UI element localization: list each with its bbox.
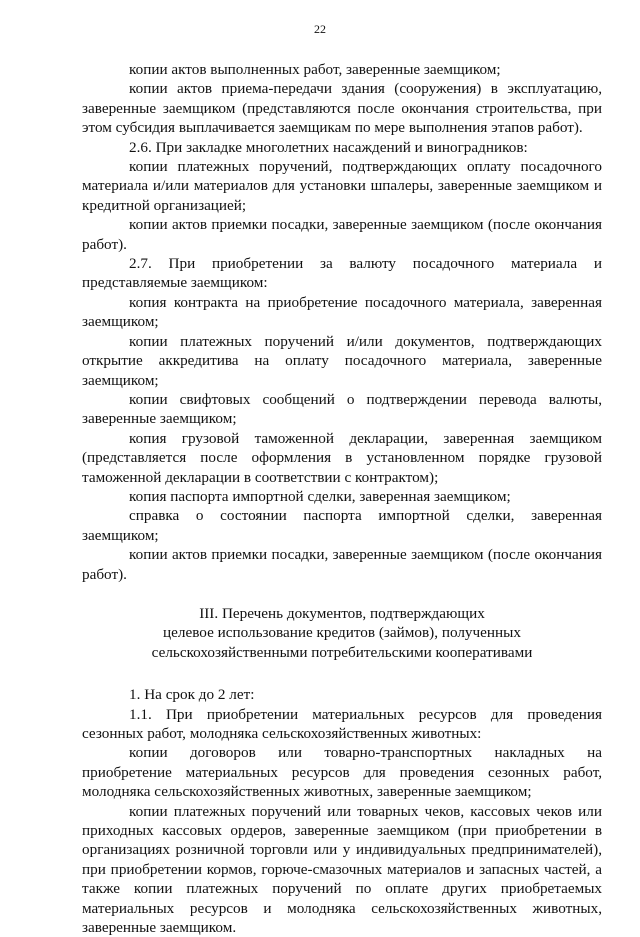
paragraph: копия грузовой таможенной декларации, заверенная заемщиком (представляется после оформления в установленном порядке грузовой таможенной декларации в соответствии с контрактом); (82, 429, 602, 486)
page-number: 22 (314, 22, 326, 36)
paragraph: копии платежных поручений, подтверждающих оплату посадочного материала и/или материалов для установки шпалеры, заверенные заемщиком и кредитной организацией; (82, 158, 602, 214)
paragraph: копии платежных поручений или товарных чеков, кассовых чеков или приходных кассовых ордеров, заверенные заемщиком (при приобретении в организациях розничной торговли или у индивидуальных предпринимателей), при приобретении кормов, горюче-смазочных материалов и запасных частей, а также копии платежных поручений по оплате других приобретаемых материальных ресурсов и молодняка сельскохозяйственных животных, заверенные заемщиком. (82, 802, 602, 937)
paragraph: 2.7. При приобретении за валюту посадочного материала и представляемые заемщиком: (82, 255, 602, 292)
paragraph: копии свифтовых сообщений о подтверждении перевода валюты, заверенные заемщиком; (82, 390, 602, 428)
paragraph: копии актов приема-передачи здания (сооружения) в эксплуатацию, заверенные заемщиком (представляются после окончания строительства, при этом субсидия выплачивается заемщикам по мере выполнения этапов работ). (82, 80, 602, 137)
section-heading (82, 604, 602, 662)
paragraph: 2.6. При закладке многолетних насаждений и виноградников: (129, 138, 528, 156)
paragraph: копии актов приемки посадки, заверенные заемщиком (после окончания работ). (82, 216, 602, 253)
paragraph: 1.1. При приобретении материальных ресурсов для проведения сезонных работ, молодняка сельскохозяйственных животных: (82, 705, 602, 742)
paragraph: копии платежных поручений и/или документов, подтверждающих открытие аккредитива на оплату посадочного материала, заверенные заемщиком; (82, 332, 602, 389)
section-heading-line: III. Перечень документов, подтверждающих (199, 604, 485, 622)
paragraph: копия контракта на приобретение посадочного материала, заверенная заемщиком; (82, 293, 602, 331)
paragraph: 1. На срок до 2 лет: (129, 686, 255, 704)
paragraph: копии актов приемки посадки, заверенные заемщиком (после окончания работ). (82, 546, 602, 583)
section-heading-line: сельскохозяйственными потребительскими кооперативами (151, 643, 533, 661)
paragraph: копия паспорта импортной сделки, заверенная заемщиком; (129, 487, 511, 505)
document-body (82, 60, 602, 937)
paragraph: копии актов выполненных работ, заверенные заемщиком; (129, 61, 501, 78)
paragraph: копии договоров или товарно-транспортных накладных на приобретение материальных ресурсов для проведения сезонных работ, молодняка сельскохозяйственных животных, заверенные заемщиком; (82, 744, 602, 801)
section-heading-line: целевое использование кредитов (займов), полученных (163, 624, 521, 642)
paragraph: справка о состоянии паспорта импортной сделки, заверенная заемщиком; (82, 507, 602, 544)
